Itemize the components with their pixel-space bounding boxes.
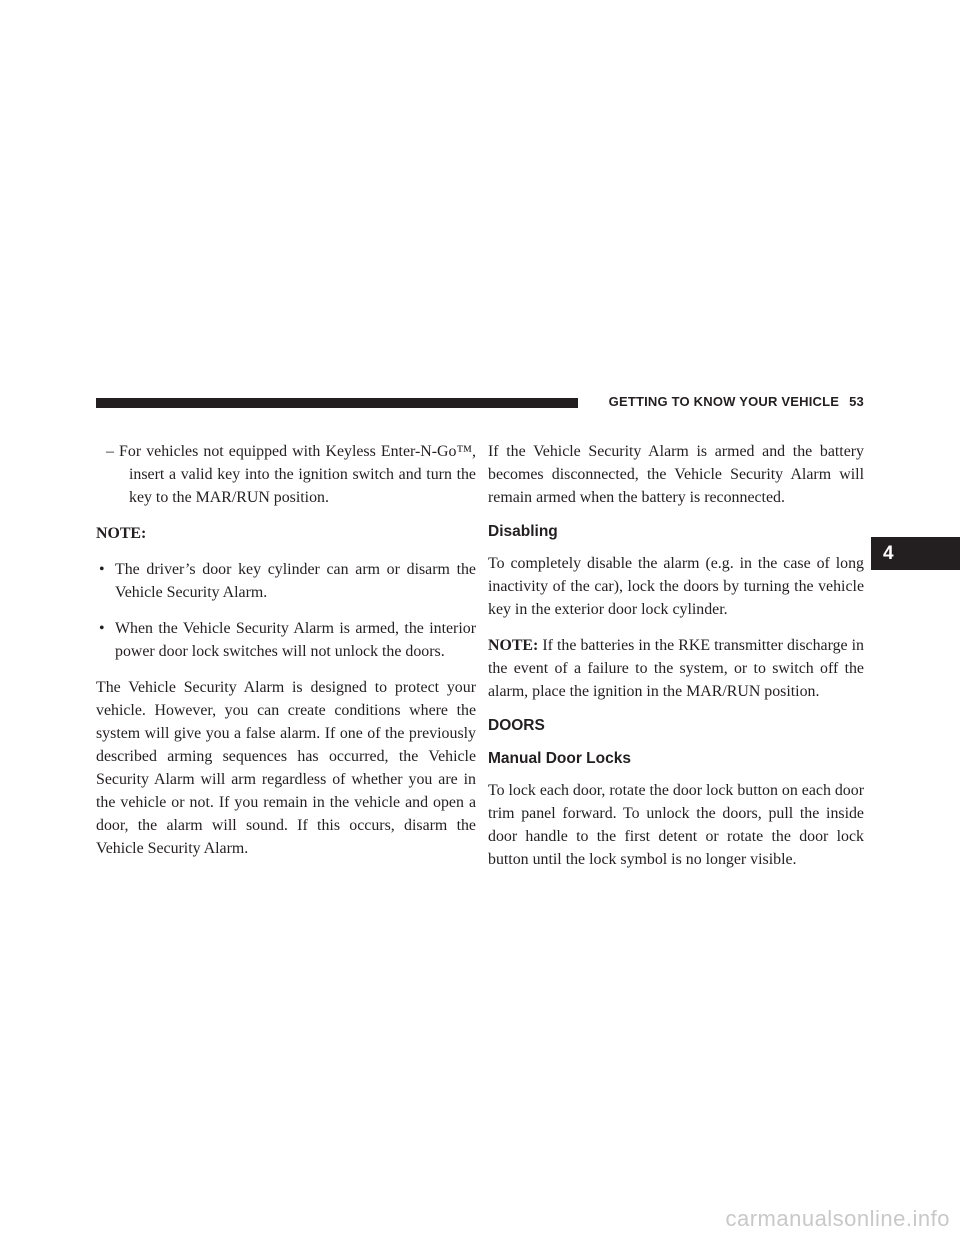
page-number: 53 bbox=[849, 394, 864, 409]
watermark-logo: carmanualsonline.info bbox=[725, 1206, 950, 1231]
note-heading: NOTE: bbox=[96, 525, 147, 542]
bullet-item-2 bbox=[96, 617, 476, 663]
disabling-paragraph: To completely disable the alarm (e.g. in the case of long inactivity of the car), lock the doors by turning the vehicle key in the exterior door lock cylinder. bbox=[488, 555, 864, 618]
running-header bbox=[590, 394, 864, 409]
right-column bbox=[488, 440, 864, 884]
header-title: GETTING TO KNOW YOUR VEHICLE bbox=[608, 394, 840, 409]
bullet-text: The driver’s door key cylinder can arm or disarm the Vehicle Security Alarm. bbox=[115, 561, 476, 601]
doors-heading: DOORS bbox=[488, 717, 545, 734]
dash-list-item: – For vehicles not equipped with Keyless Enter-N-Go™, insert a valid key into the ignition switch and turn the key to the MAR/RUN position. bbox=[106, 443, 476, 506]
bullet-icon: • bbox=[99, 561, 105, 578]
disabling-heading: Disabling bbox=[488, 523, 558, 540]
note-label: NOTE: bbox=[488, 637, 539, 654]
bullet-icon: • bbox=[99, 620, 105, 637]
header-rule bbox=[96, 398, 578, 408]
bullet-text: When the Vehicle Security Alarm is armed, the interior power door lock switches will not unlock the doors. bbox=[115, 620, 476, 660]
rke-note bbox=[488, 634, 864, 703]
chapter-tab: 4 bbox=[871, 537, 960, 570]
manual-locks-paragraph: To lock each door, rotate the door lock button on each door trim panel forward. To unlock the doors, pull the inside door handle to the first detent or rotate the door lock button until the lock symbol is no longer visible. bbox=[488, 782, 864, 868]
bullet-item-1 bbox=[96, 558, 476, 604]
manual-door-locks-heading: Manual Door Locks bbox=[488, 750, 631, 767]
false-alarm-paragraph: The Vehicle Security Alarm is designed to protect your vehicle. However, you can create conditions where the system will give you a false alarm. If one of the previously described arming sequences has occurred, the Vehicle Security Alarm will arm regardless of whether you are in the vehicle or not. If you remain in the vehicle and open a door, the alarm will sound. If this occurs, disarm the Vehicle Security Alarm. bbox=[96, 679, 476, 857]
battery-paragraph: If the Vehicle Security Alarm is armed and the battery becomes disconnected, the Vehicle Security Alarm will remain armed when the battery is reconnected. bbox=[488, 443, 864, 506]
left-column bbox=[96, 440, 476, 873]
note-text: If the batteries in the RKE transmitter discharge in the event of a failure to the system, or to switch off the alarm, place the ignition in the MAR/RUN position. bbox=[488, 637, 864, 700]
